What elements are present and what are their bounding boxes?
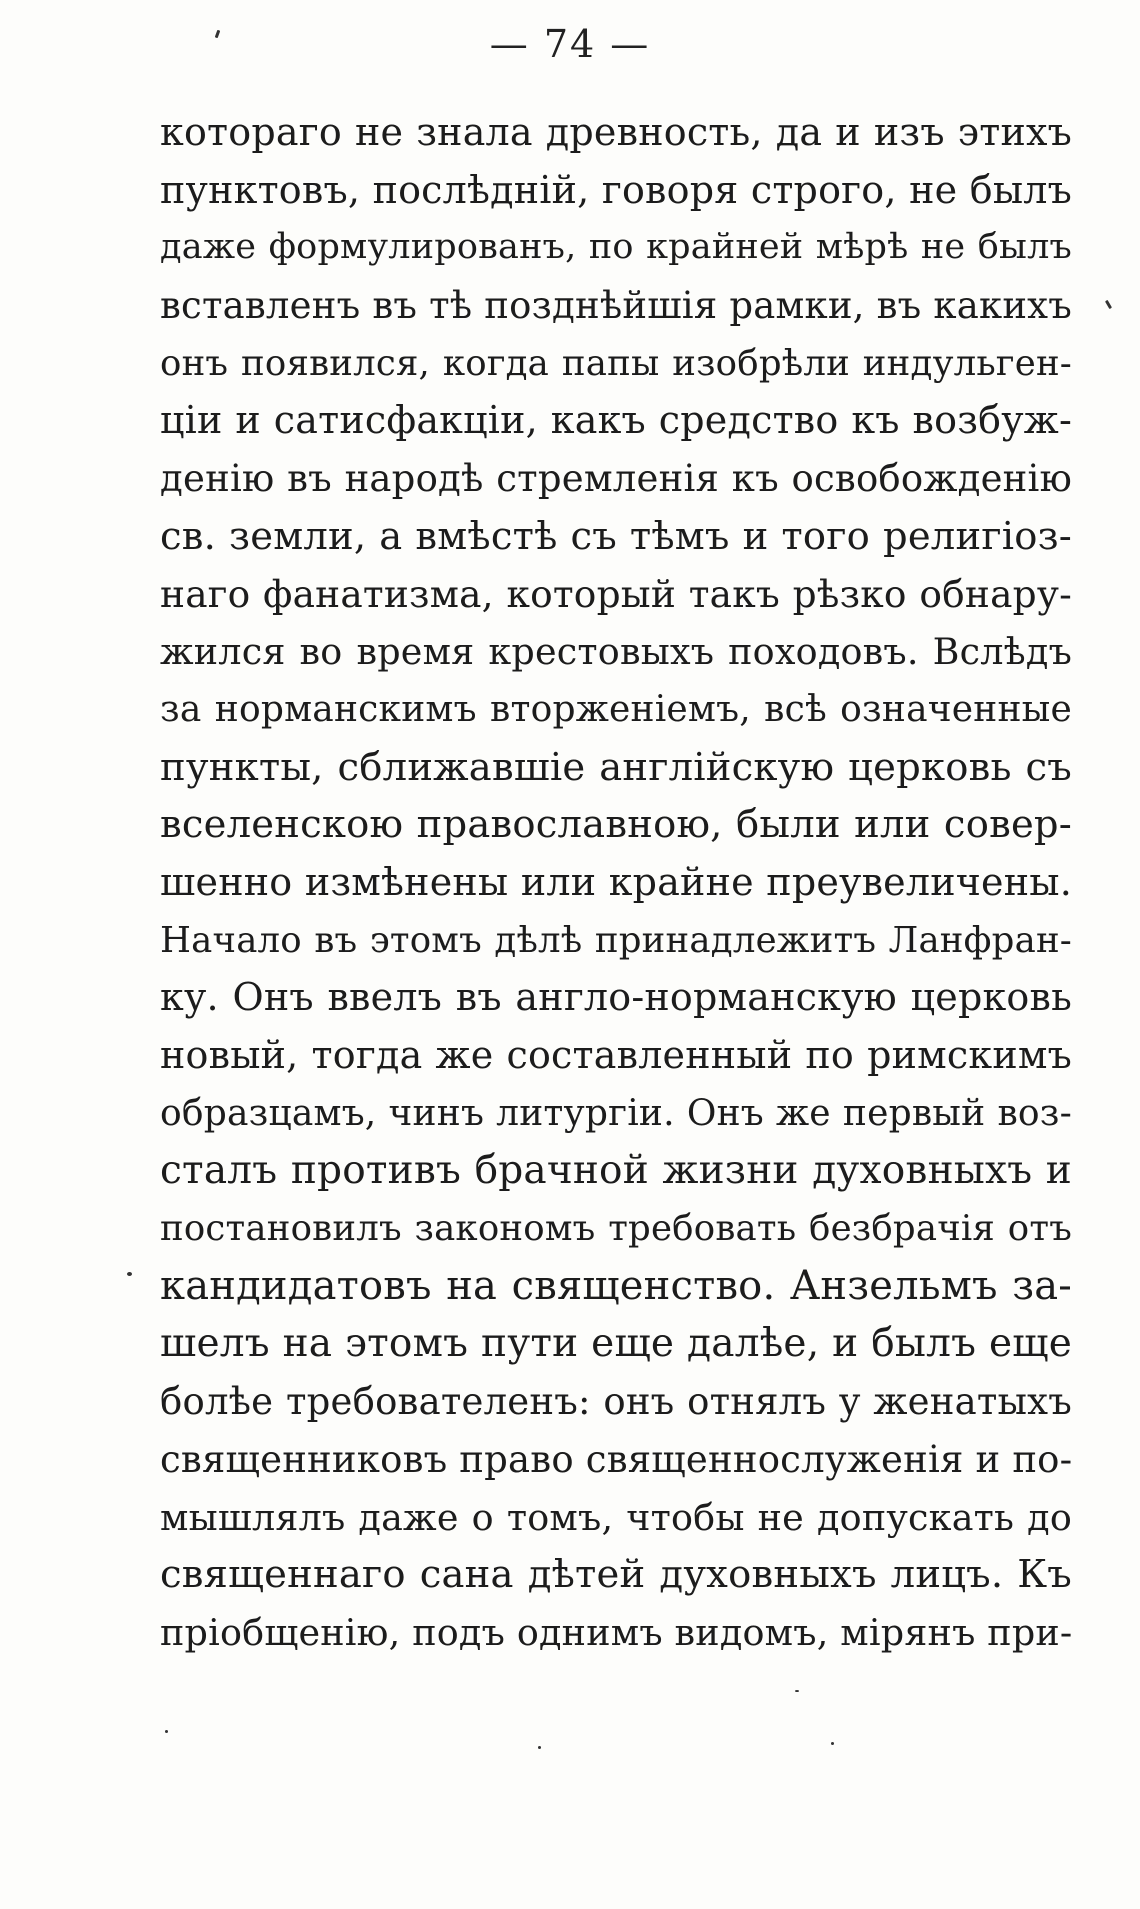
text-line: шелъ на этомъ пути еще далѣе, и былъ еще: [160, 1321, 1072, 1367]
text-line: Начало въ этомъ дѣлѣ принадлежитъ Ланфран-: [160, 919, 1072, 961]
text-line: жился во время крестовыхъ походовъ. Вслѣдъ: [160, 630, 1072, 674]
text-line: за норманскимъ вторженіемъ, всѣ означенные: [160, 688, 1072, 730]
text-line: пріобщенію, подъ однимъ видомъ, мірянъ при-: [160, 1610, 1073, 1654]
scan-speck: [127, 1272, 132, 1276]
text-line: постановилъ закономъ требовать безбрачія отъ: [160, 1208, 1072, 1250]
text-line: новый, тогда же составленный по римскимъ: [160, 1033, 1072, 1077]
scan-speck: [831, 1742, 834, 1745]
scan-speck: [165, 1730, 168, 1733]
text-line: даже формулированъ, по крайней мѣрѣ не былъ: [160, 227, 1072, 268]
text-line: онъ появился, когда папы изобрѣли индульген-: [160, 342, 1072, 384]
text-line: шенно измѣнены или крайне преувеличены.: [160, 859, 1072, 904]
text-line: вселенскою православною, были или совер-: [160, 802, 1072, 848]
text-line: ку. Онъ ввелъ въ англо-норманскую церковь: [160, 975, 1072, 1020]
text-line: вставленъ въ тѣ позднѣйшія рамки, въ какихъ: [160, 284, 1072, 328]
text-line: св. земли, а вмѣстѣ съ тѣмъ и того религіоз-: [160, 513, 1072, 559]
text-line: денію въ народѣ стремленія къ освобожденію: [160, 457, 1072, 501]
text-line: кандидатовъ на священство. Анзельмъ за-: [160, 1262, 1072, 1309]
page-number: — 74 —: [489, 22, 651, 66]
text-line: образцамъ, чинъ литургіи. Онъ же первый воз-: [160, 1092, 1072, 1134]
text-line: пунктовъ, послѣдній, говоря строго, не былъ: [160, 167, 1072, 212]
text-line: священниковъ право священнослуженія и по-: [160, 1437, 1073, 1481]
text-line: сталъ противъ брачной жизни духовныхъ и: [160, 1148, 1072, 1194]
text-line: пункты, сближавшіе англійскую церковь съ: [160, 744, 1072, 790]
text-line: мышлялъ даже о томъ, чтобы не допускать до: [160, 1495, 1072, 1539]
text-line: болѣе требователенъ: онъ отнялъ у женатыхъ: [160, 1380, 1072, 1424]
scan-speck: [538, 1746, 541, 1749]
text-line: ціи и сатисфакціи, какъ средство къ возбуж-: [160, 398, 1072, 443]
text-line: котораго не знала древность, да и изъ этихъ: [160, 110, 1072, 154]
body-text: [160, 104, 1072, 1662]
scan-speck: [1105, 300, 1112, 309]
text-line: священнаго сана дѣтей духовныхъ лицъ. Къ: [160, 1552, 1072, 1598]
text-line: наго фанатизма, который такъ рѣзко обнару-: [160, 571, 1072, 616]
scan-speck: [795, 1690, 799, 1692]
